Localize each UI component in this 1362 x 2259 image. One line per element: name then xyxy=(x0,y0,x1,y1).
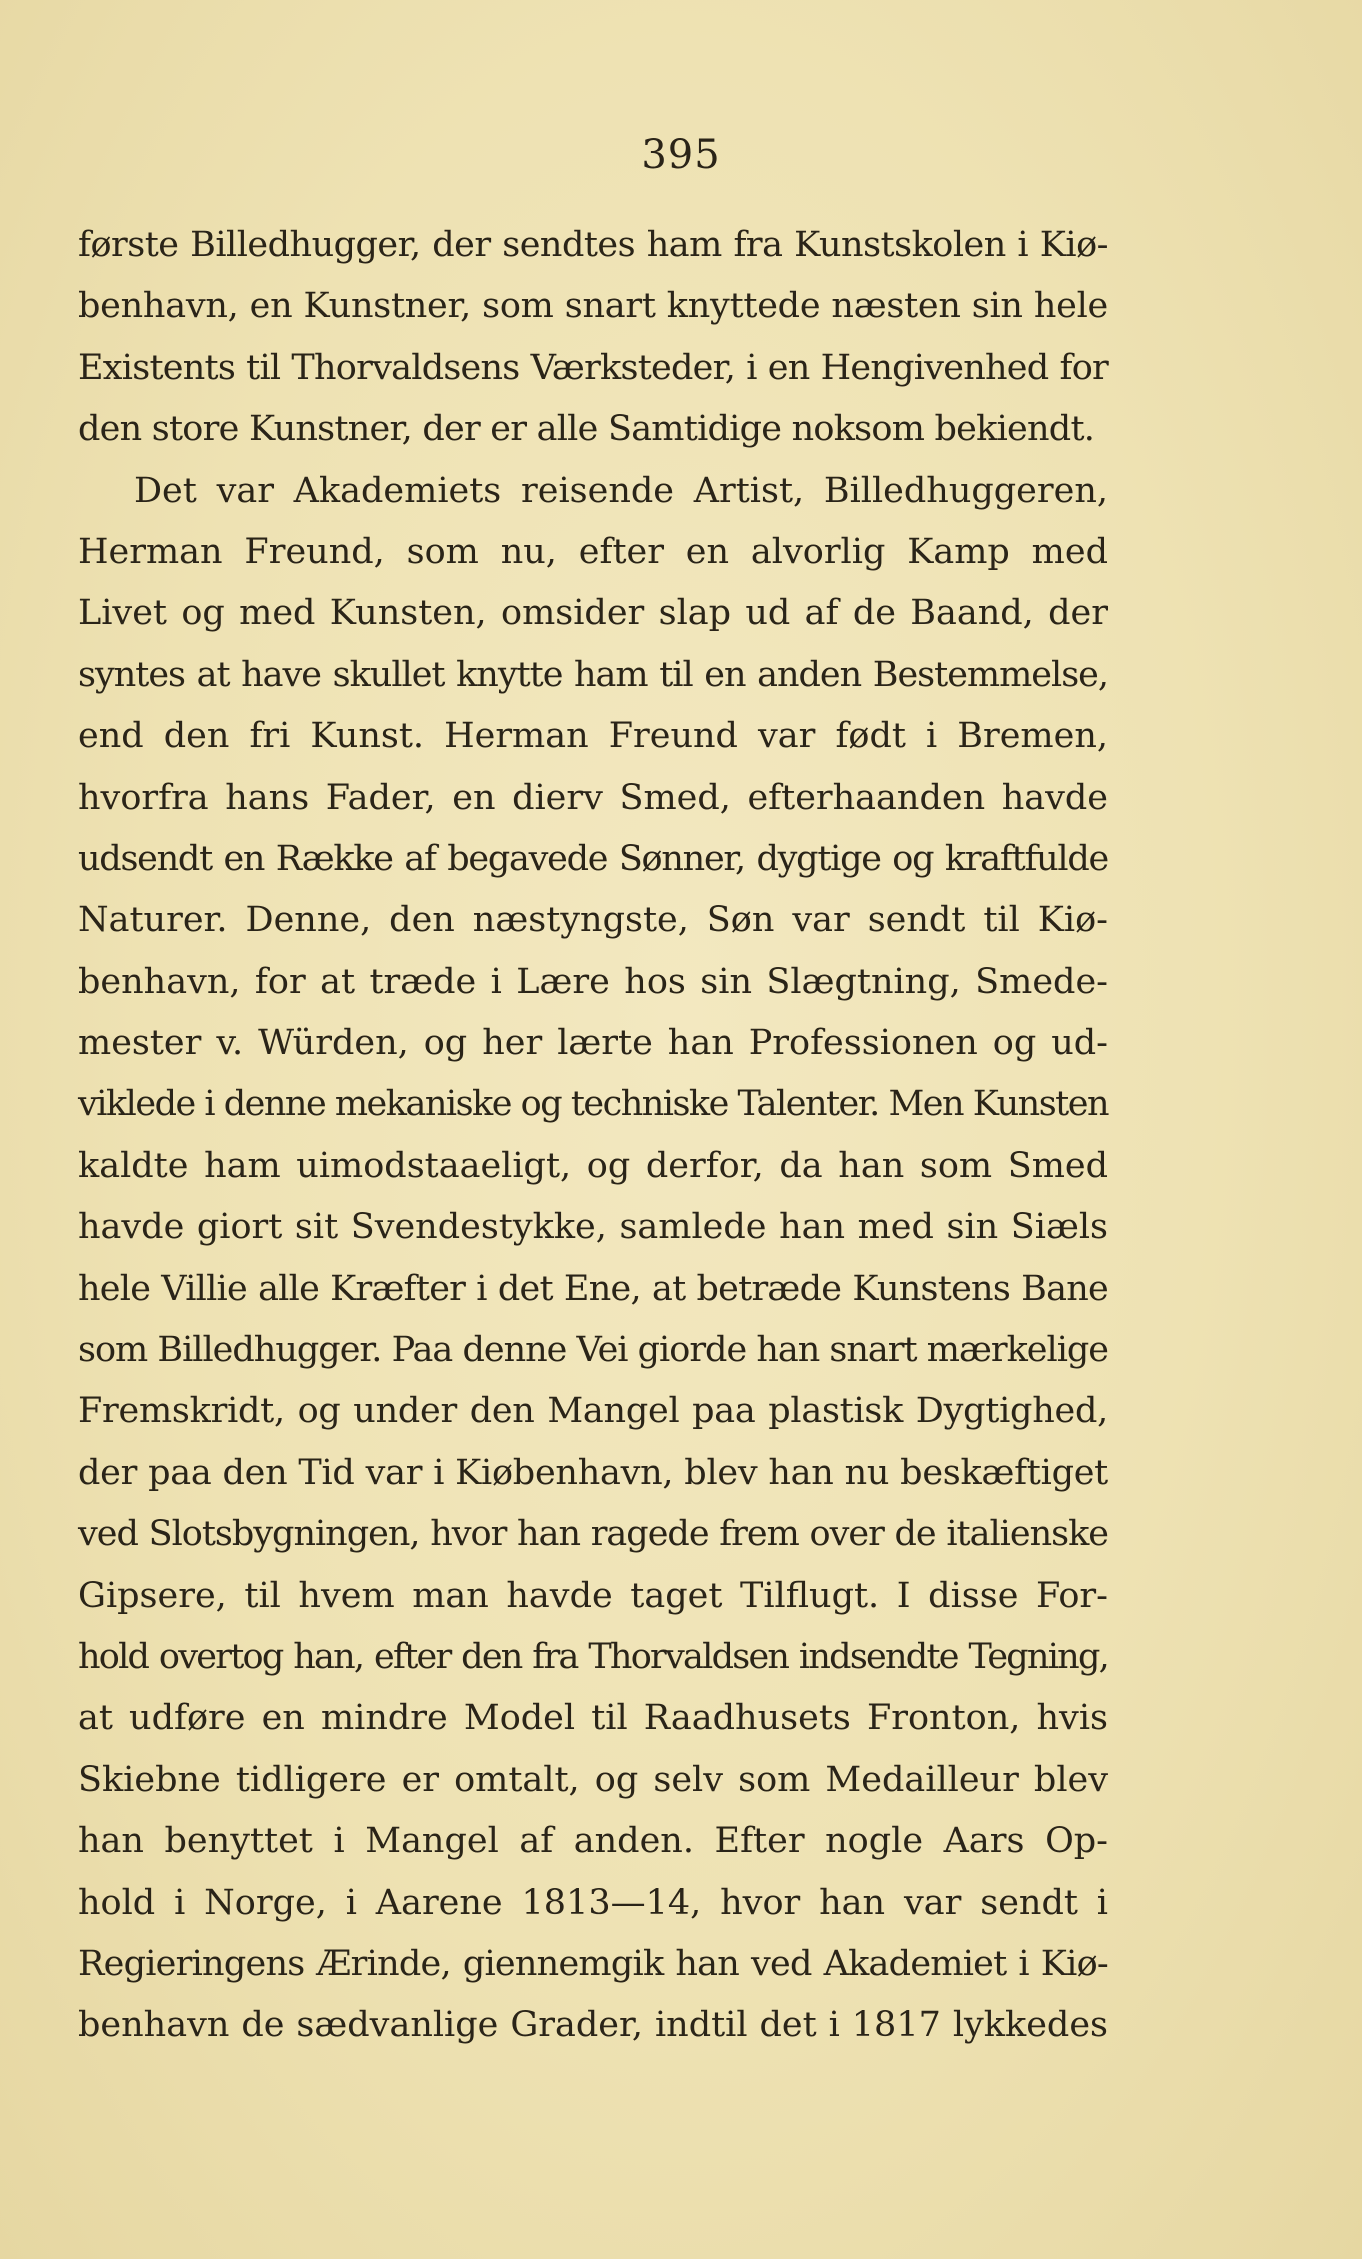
text-line: hold overtog han, efter den fra Thorvaldsen indsendte Tegning, xyxy=(78,1636,1108,1677)
text-line: hvorfra hans Fader, en dierv Smed, efterhaanden havde xyxy=(78,777,1108,818)
text-line: Gipsere, til hvem man havde taget Tilflugt. I disse For- xyxy=(78,1575,1108,1616)
text-line: end den fri Kunst. Herman Freund var født i Bremen, xyxy=(78,716,1108,757)
text-line: Herman Freund, som nu, efter en alvorlig Kamp med xyxy=(78,531,1108,572)
text-line: benhavn, en Kunstner, som snart knyttede næsten sin hele xyxy=(78,286,1108,327)
text-line: ved Slotsbygningen, hvor han ragede frem over de italienske xyxy=(78,1514,1108,1555)
text-line: hold i Norge, i Aarene 1813—14, hvor han var sendt i xyxy=(78,1882,1108,1923)
text-line: kaldte ham uimodstaaeligt, og derfor, da han som Smed xyxy=(78,1145,1108,1186)
page-number: 395 xyxy=(641,132,721,178)
text-line: hele Villie alle Kræfter i det Ene, at betræde Kunstens Bane xyxy=(78,1268,1108,1309)
text-line: syntes at have skullet knytte ham til en anden Bestemmelse, xyxy=(78,654,1108,695)
text-line: Naturer. Denne, den næstyngste, Søn var sendt til Kiø- xyxy=(78,900,1108,941)
text-line: viklede i denne mekaniske og techniske Talenter. Men Kunsten xyxy=(78,1084,1108,1125)
text-line: havde giort sit Svendestykke, samlede han med sin Siæls xyxy=(78,1207,1108,1248)
text-line: benhavn de sædvanlige Grader, indtil det i 1817 lykkedes xyxy=(78,2005,1108,2046)
text-line: at udføre en mindre Model til Raadhusets Fronton, hvis xyxy=(78,1698,1108,1739)
text-line: Regieringens Ærinde, giennemgik han ved Akademiet i Kiø- xyxy=(78,1943,1108,1984)
text-line: udsendt en Række af begavede Sønner, dygtige og kraftfulde xyxy=(78,838,1108,879)
text-line: han benyttet i Mangel af anden. Efter nogle Aars Op- xyxy=(78,1821,1108,1862)
text-line: første Billedhugger, der sendtes ham fra Kunstskolen i Kiø- xyxy=(78,225,1108,265)
text-line: Existents til Thorvaldsens Værksteder, i en Hengivenhed for xyxy=(78,347,1108,388)
text-line: Det var Akademiets reisende Artist, Billedhuggeren, xyxy=(134,470,1108,511)
text-line: som Billedhugger. Paa denne Vei giorde han snart mærkelige xyxy=(78,1330,1108,1371)
text-line: der paa den Tid var i Kiøbenhavn, blev han nu beskæftiget xyxy=(78,1452,1108,1493)
text-line: mester v. Würden, og her lærte han Professionen og ud- xyxy=(78,1023,1108,1064)
text-line: benhavn, for at træde i Lære hos sin Slægtning, Smede- xyxy=(78,961,1108,1002)
text-line: Fremskridt, og under den Mangel paa plastisk Dygtighed, xyxy=(78,1391,1108,1432)
text-line: Skiebne tidligere er omtalt, og selv som Medailleur blev xyxy=(78,1759,1108,1800)
text-line: den store Kunstner, der er alle Samtidige noksom bekiendt. xyxy=(78,409,1095,450)
text-line: Livet og med Kunsten, omsider slap ud af de Baand, der xyxy=(78,593,1108,634)
body-text xyxy=(78,215,1108,2057)
